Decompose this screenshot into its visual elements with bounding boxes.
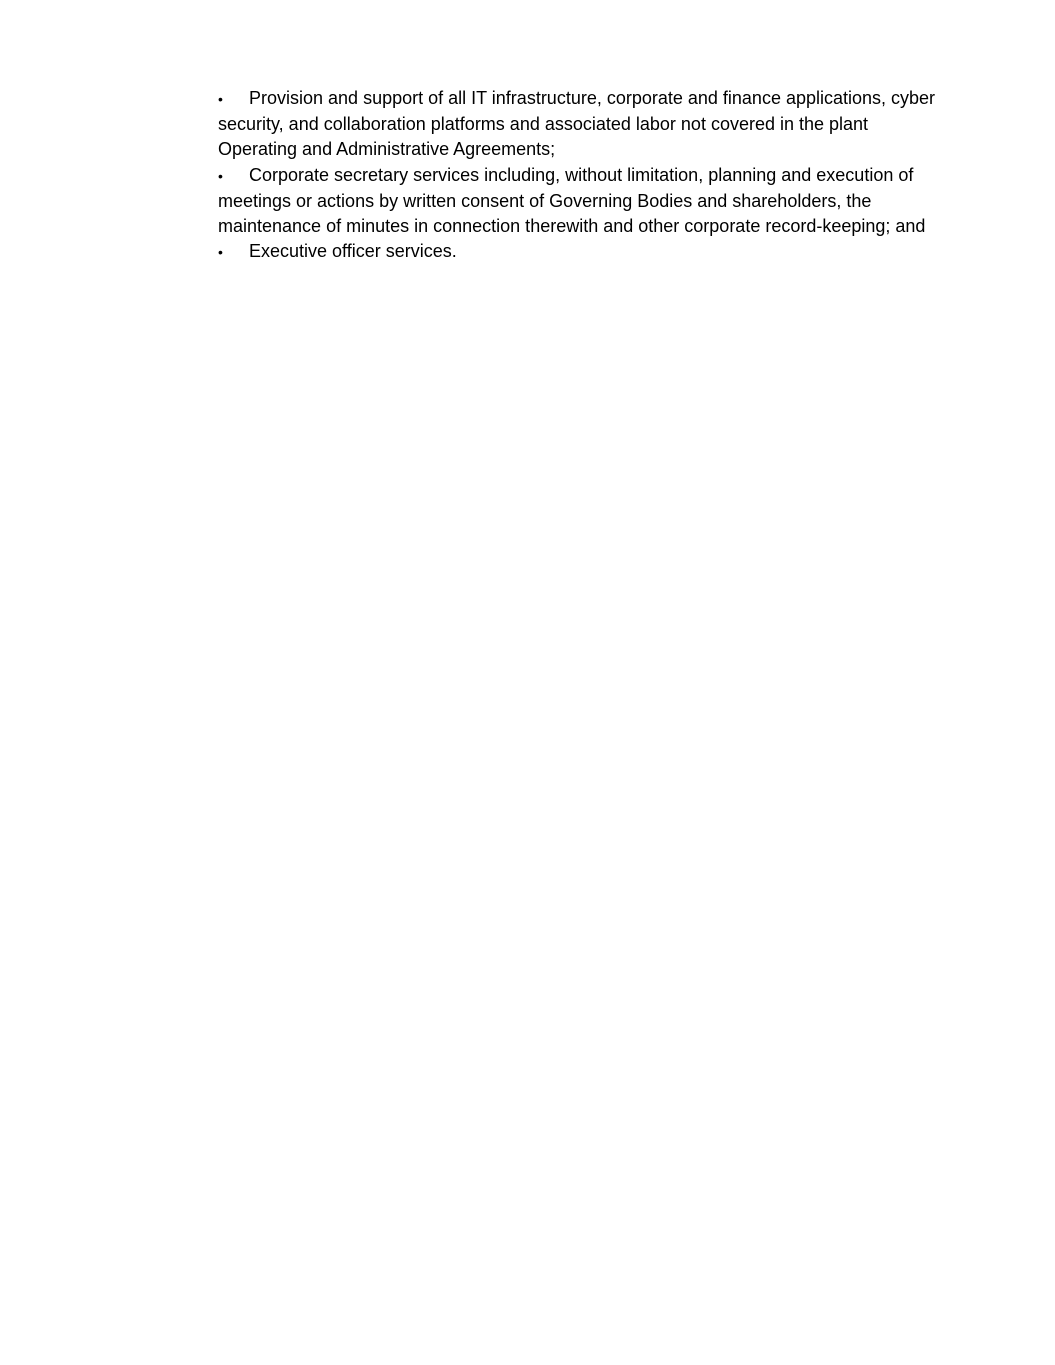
bullet-icon: •	[218, 167, 223, 184]
bullet-icon: •	[218, 91, 223, 107]
bullet-icon: •	[218, 244, 223, 261]
list-item	[218, 86, 938, 163]
list-item	[218, 163, 938, 240]
list-item-text: Corporate secretary services including, without limitation, planning and execution of meetings or actions by written consent of Governing Bodies and shareholders, the maintenance of minutes in connection therewith and other corporate record-keeping; and	[218, 164, 926, 237]
list-item	[218, 239, 938, 265]
list-item-text: Executive officer services.	[249, 241, 457, 262]
bullet-list	[218, 86, 938, 265]
list-item-text: Provision and support of all IT infrastructure, corporate and finance applications, cyber security, and collaboration platforms and associated labor not covered in the plant Operating and Administrative Agreements;	[218, 88, 936, 160]
